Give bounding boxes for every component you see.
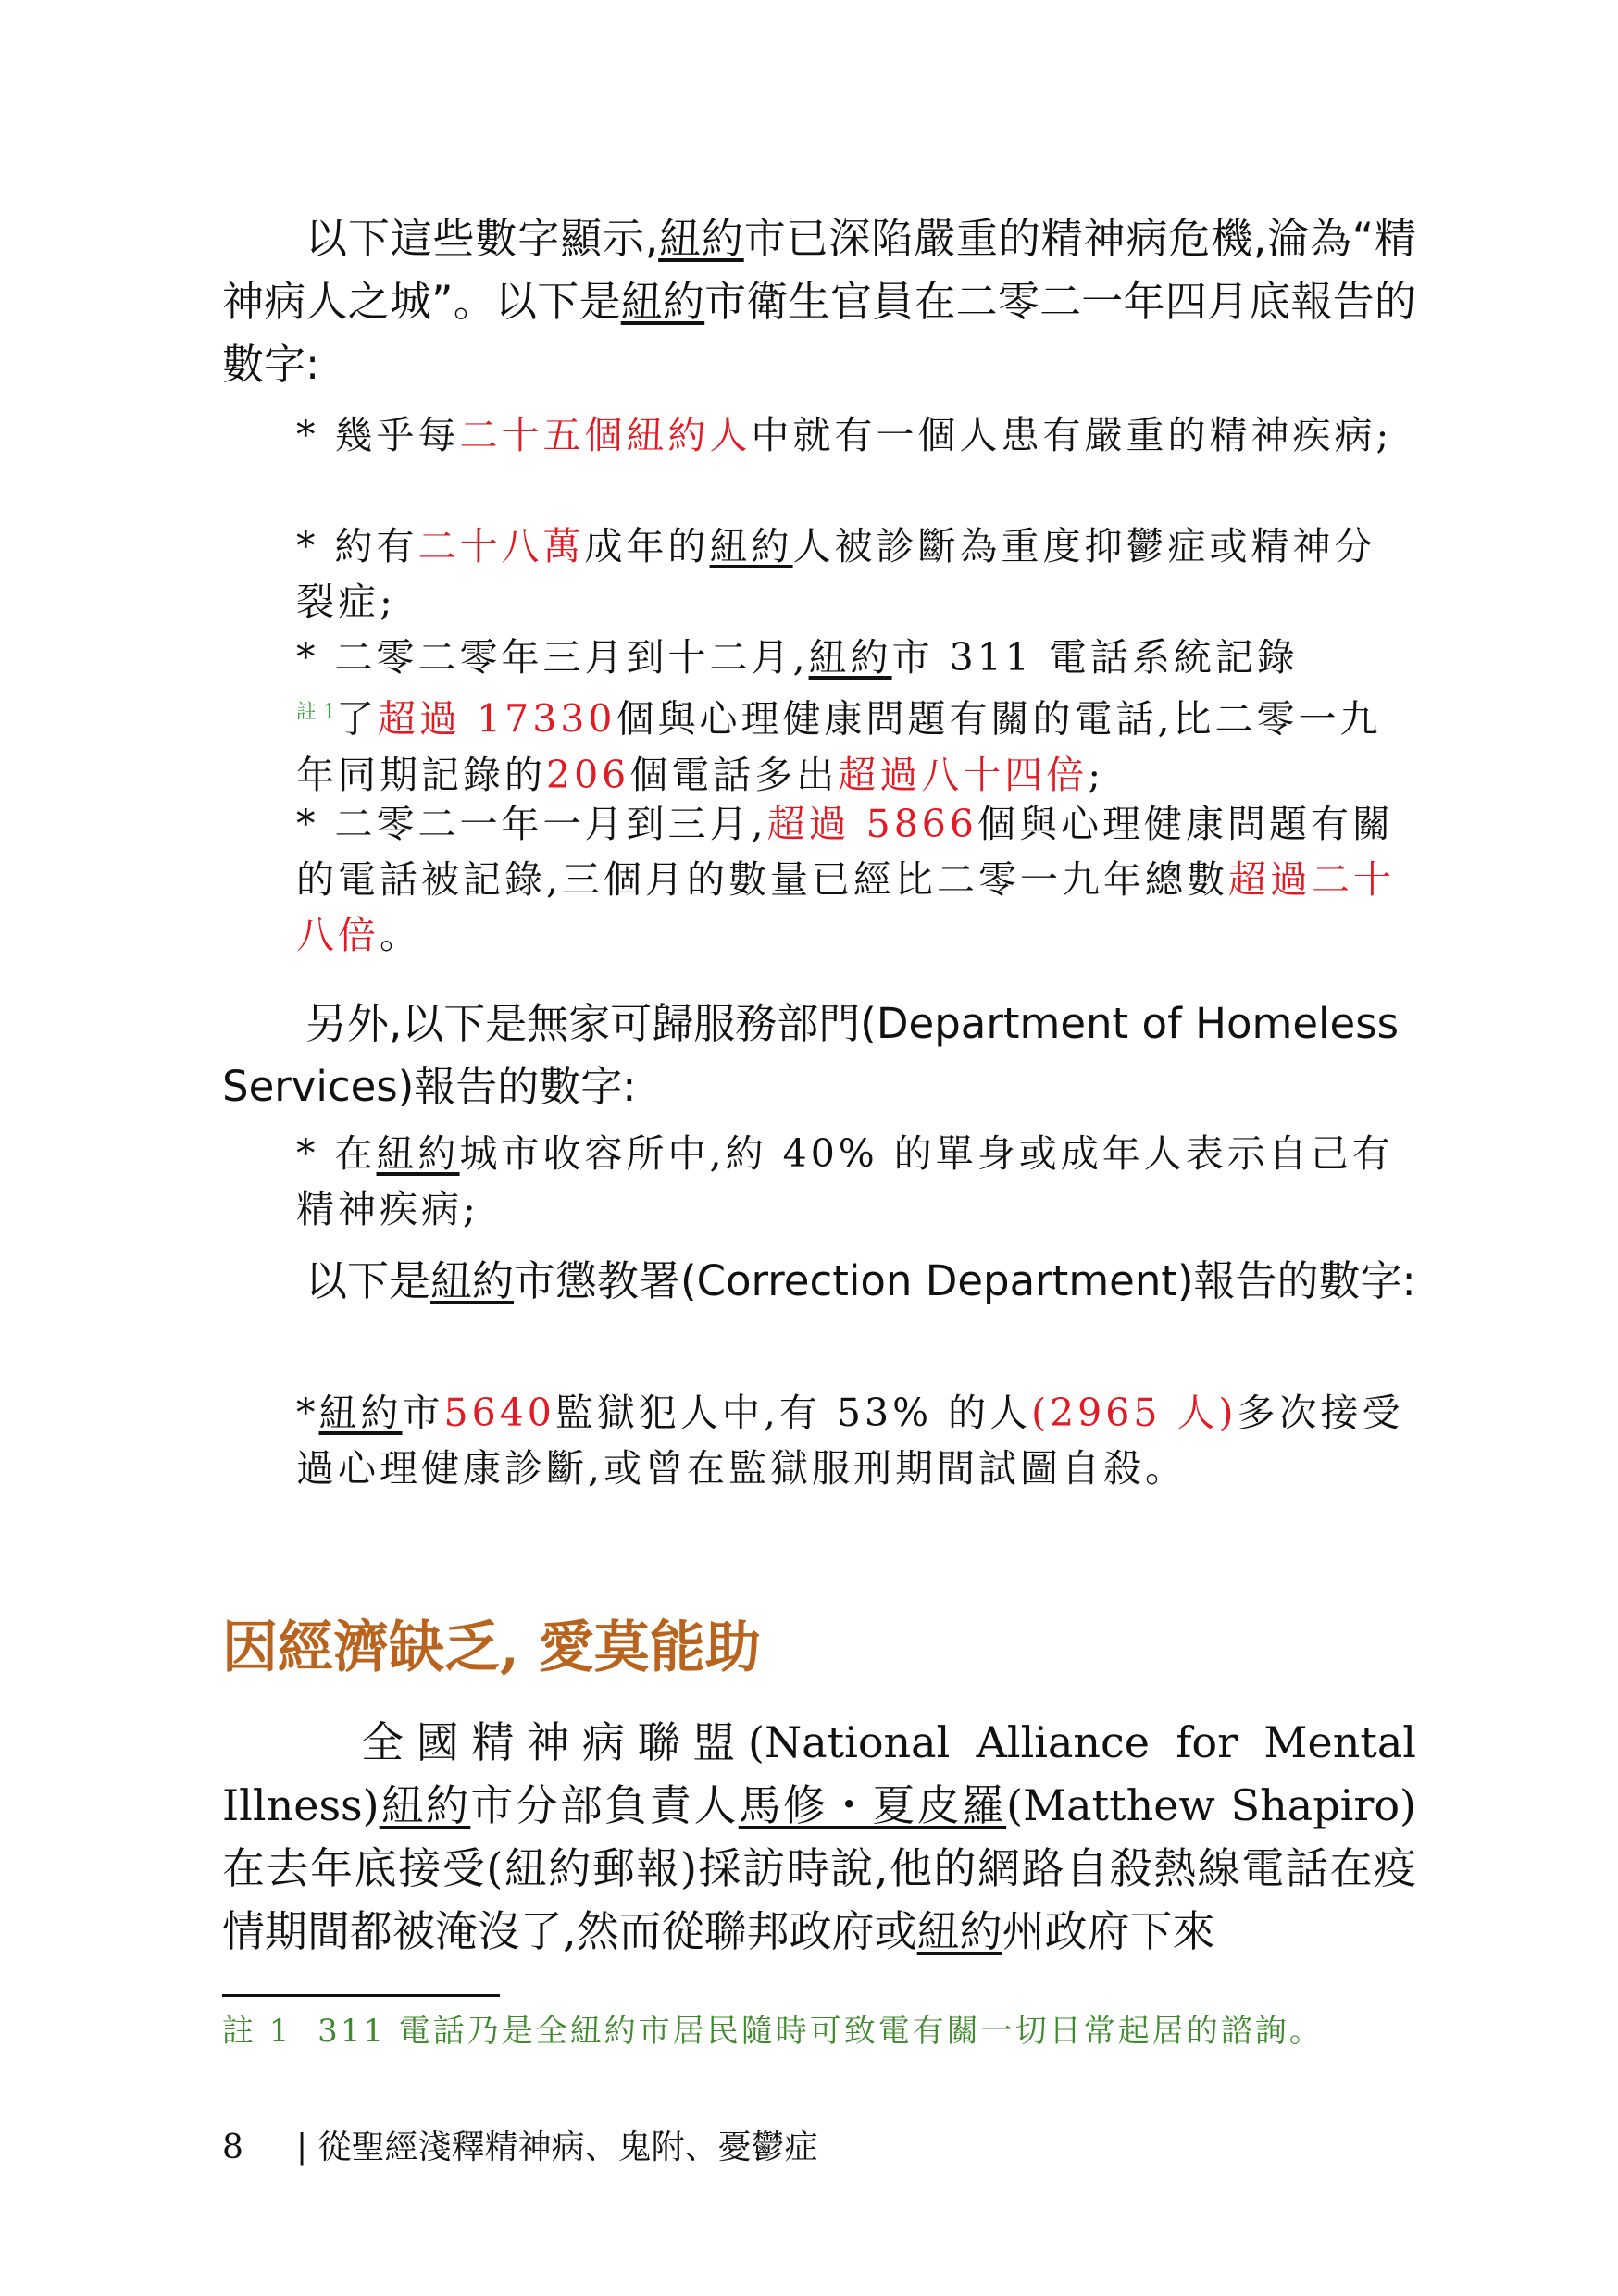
text: 市衛生官員在二零二一年四月底報告的數字:: [222, 277, 1416, 389]
text: 個與心理健康問題有關的電話,比二零一九年同期記錄的: [296, 696, 1382, 797]
text: 州政府下來: [1002, 1906, 1215, 1956]
text: 市分部負責人: [470, 1780, 739, 1830]
text: 監獄犯人中,有 53% 的人: [554, 1391, 1032, 1435]
text: (Matthew Shapiro)在去年底接受(紐約郵報)採訪時說,他的網路自殺熱線電話在疫情期間都被淹沒了,然而從聯邦政府或: [222, 1780, 1416, 1956]
highlight: 超過 17330: [378, 696, 616, 742]
stat-item-5: [296, 1126, 1416, 1237]
nyc-term: 紐約: [318, 1391, 403, 1435]
stat-item-3: [296, 630, 1416, 803]
text: 人被診斷為重度抑鬱症或精神分裂症;: [296, 524, 1376, 624]
footnote-divider: [222, 1994, 500, 1997]
highlight: 超過 5866: [766, 802, 977, 846]
highlight: 超過二十八倍: [296, 857, 1396, 957]
section-heading: 因經濟缺乏, 愛莫能助: [222, 1616, 761, 1680]
person-name: 馬修・夏皮羅: [738, 1780, 1007, 1830]
intro-paragraph: [222, 207, 1416, 396]
text: * 在: [296, 1131, 377, 1176]
text: * 二零二一年一月到三月,: [296, 802, 767, 846]
text: 市懲教署(Correction Department)報告的數字:: [514, 1256, 1416, 1305]
nyc-term: 紐約: [709, 524, 793, 568]
footnote-label: 註 1: [222, 2013, 292, 2050]
text: * 二零二零年三月到十二月,: [296, 635, 809, 680]
text: ;: [1088, 752, 1105, 797]
nyc-term: 紐約: [379, 1780, 471, 1830]
nyc-term: 紐約: [620, 277, 705, 326]
highlight: (2965 人): [1031, 1391, 1238, 1435]
footnote: [222, 2011, 1416, 2052]
text: * 幾乎每: [296, 413, 460, 457]
stat-item-6: [296, 1385, 1416, 1496]
text: 市: [402, 1391, 444, 1435]
homeless-paragraph: [222, 992, 1416, 1118]
nyc-term: 紐約: [916, 1906, 1002, 1956]
nyc-term: 紐約: [658, 214, 744, 263]
stat-item-2: [296, 518, 1416, 630]
text: 市 311 電話系統記錄: [891, 635, 1299, 680]
text: 城市收容所中,約 40% 的單身或成年人表示自己有精神疾病;: [296, 1131, 1394, 1231]
text: 以下這些數字顯示,: [305, 214, 659, 263]
nami-paragraph: [222, 1711, 1416, 1963]
text: * 約有: [296, 524, 418, 568]
text: 個電話多出: [629, 752, 839, 797]
highlight: 二十五個紐約人: [459, 413, 752, 457]
text: 市已深陷嚴重的精神病危機,淪為“精神病人之城”。以下是: [222, 214, 1416, 326]
footnote-ref[interactable]: 註 1: [296, 701, 336, 724]
text: 以下是: [305, 1256, 431, 1305]
text: 中就有一個人患有嚴重的精神疾病;: [751, 413, 1393, 457]
text: 成年的: [584, 524, 710, 568]
text: 多次接受過心理健康診斷,或曾在監獄服刑期間試圖自殺。: [296, 1391, 1404, 1491]
highlight: 5640: [443, 1391, 555, 1435]
highlight: 超過八十四倍: [838, 752, 1089, 797]
highlight: 二十八萬: [417, 524, 585, 568]
stat-item-4: [296, 796, 1416, 963]
nyc-term: 紐約: [430, 1256, 515, 1305]
text: *: [296, 1391, 319, 1435]
footer-separator: |: [296, 2128, 308, 2166]
nyc-term: 紐約: [376, 1131, 460, 1176]
book-title: 從聖經淺釋精神病、鬼附、憂鬱症: [317, 2128, 818, 2166]
correction-paragraph: [222, 1250, 1416, 1313]
text: 。: [380, 913, 421, 957]
text: 另外,以下是無家可歸服務部門(Department of Homeless Services)報告的數字:: [222, 999, 1400, 1111]
stat-item-1: [296, 407, 1416, 463]
text: 全國精神病聯盟(National Alliance for Mental Illness): [222, 1717, 1416, 1830]
text: 個與心理健康問題有關的電話被記錄,三個月的數量已經比二零一九年總數: [296, 802, 1394, 902]
highlight: 206: [546, 752, 630, 797]
page-number: 8: [222, 2128, 243, 2166]
nyc-term: 紐約: [808, 635, 892, 680]
footnote-text: 311 電話乃是全紐約市居民隨時可致電有關一切日常起居的諮詢。: [317, 2013, 1324, 2050]
page-footer: [222, 2128, 818, 2168]
text: 了: [336, 696, 378, 742]
